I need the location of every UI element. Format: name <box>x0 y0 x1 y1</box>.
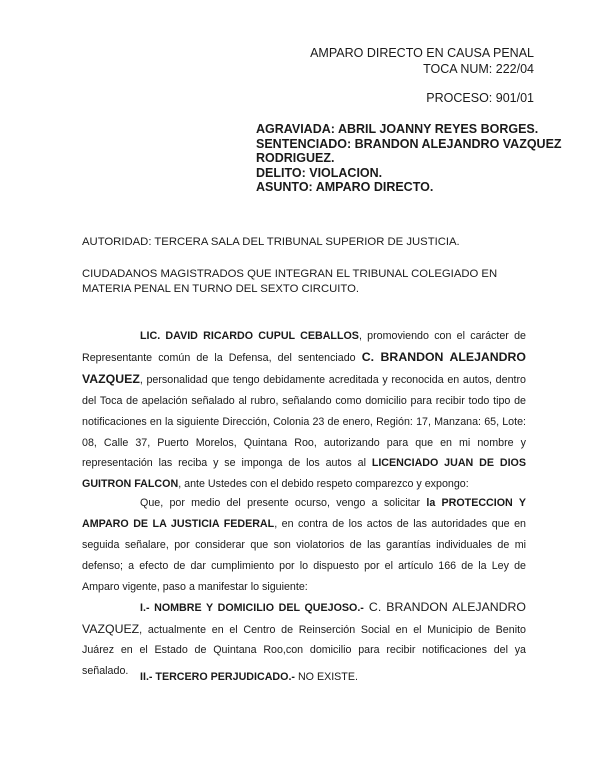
quejoso-name: C. BRANDON ALEJANDRO VAZQUEZ <box>82 600 526 636</box>
promovente-name: LIC. DAVID RICARDO CUPUL CEBALLOS <box>140 330 359 342</box>
tercero-heading: II.- TERCERO PERJUDICADO.- <box>140 671 295 683</box>
sentenciado-line-2: RODRIGUEZ. <box>256 151 335 165</box>
paragraph-request <box>82 493 526 598</box>
asunto-line: ASUNTO: AMPARO DIRECTO. <box>256 180 434 194</box>
intro-text-c: , ante Ustedes con el debido respeto comparezco y expongo: <box>178 478 469 491</box>
ciudadanos-line: CIUDADANOS MAGISTRADOS QUE INTEGRAN EL TRIBUNAL COLEGIADO EN MATERIA PENAL EN TURNO DEL SEXTO CIRCUITO. <box>82 268 498 295</box>
autoridad-line: AUTORIDAD: TERCERA SALA DEL TRIBUNAL SUPERIOR DE JUSTICIA. <box>82 236 460 248</box>
delito-line: DELITO: VIOLACION. <box>256 165 383 180</box>
agraviada-line: AGRAVIADA: ABRIL JOANNY REYES BORGES. <box>256 122 539 136</box>
section-tercero <box>82 667 526 688</box>
request-bold: la PROTECCION Y AMPARO DE LA JUSTICIA FEDERAL <box>82 497 526 530</box>
authorized-name: LICENCIADO JUAN DE DIOS GUITRON FALCON <box>82 457 526 491</box>
request-text-b: , en contra de los actos de las autoridades que en seguida señalare, por considerar que son violatorios de las garantías individuales de mi defenso; a efecto de dar cumplimiento por lo dispuesto por el artículo 166 de la Ley de Amparo vigente, paso a manifestar lo siguiente: <box>82 517 526 593</box>
paragraph-intro <box>82 326 526 495</box>
sentenciado-line: SENTENCIADO: BRANDON ALEJANDRO VAZQUEZ <box>256 136 562 151</box>
intro-text-b: , personalidad que tengo debidamente acreditada y reconocida en autos, dentro del Toca de apelación señalado al rubro, señalando como domicilio para recibir todo tipo de notificaciones en la siguiente Dirección, Colonia 23 de enero, Región: 17, Manzana: 65, Lote: 08, Calle 37, Puerto Morelos, Quintana Roo, autorizando para que en mi nombre y representación las reciba y se imponga de los autos al <box>82 373 526 470</box>
tercero-text: NO EXISTE. <box>294 671 358 683</box>
header-proceso: PROCESO: 901/01 <box>426 91 534 105</box>
quejoso-heading: I.- NOMBRE Y DOMICILIO DEL QUEJOSO.- <box>140 602 364 614</box>
case-info <box>256 122 562 195</box>
request-text-a: Que, por medio del presente ocurso, vengo a solicitar <box>140 497 427 509</box>
quejoso-text: , actualmente en el Centro de Reinserción Social en el Municipio de Benito Juárez en el Estado de Quintana Roo,con domicilio para recibir notificaciones del ya señalado. <box>82 623 526 677</box>
header-line-2: TOCA NUM: 222/04 <box>423 62 534 76</box>
sentenced-name: C. BRANDON ALEJANDRO VAZQUEZ <box>82 349 527 386</box>
header-line-1: AMPARO DIRECTO EN CAUSA PENAL <box>310 46 534 60</box>
intro-text-a: , promoviendo con el carácter de Representante común de la Defensa, del sentenciado <box>82 330 526 364</box>
